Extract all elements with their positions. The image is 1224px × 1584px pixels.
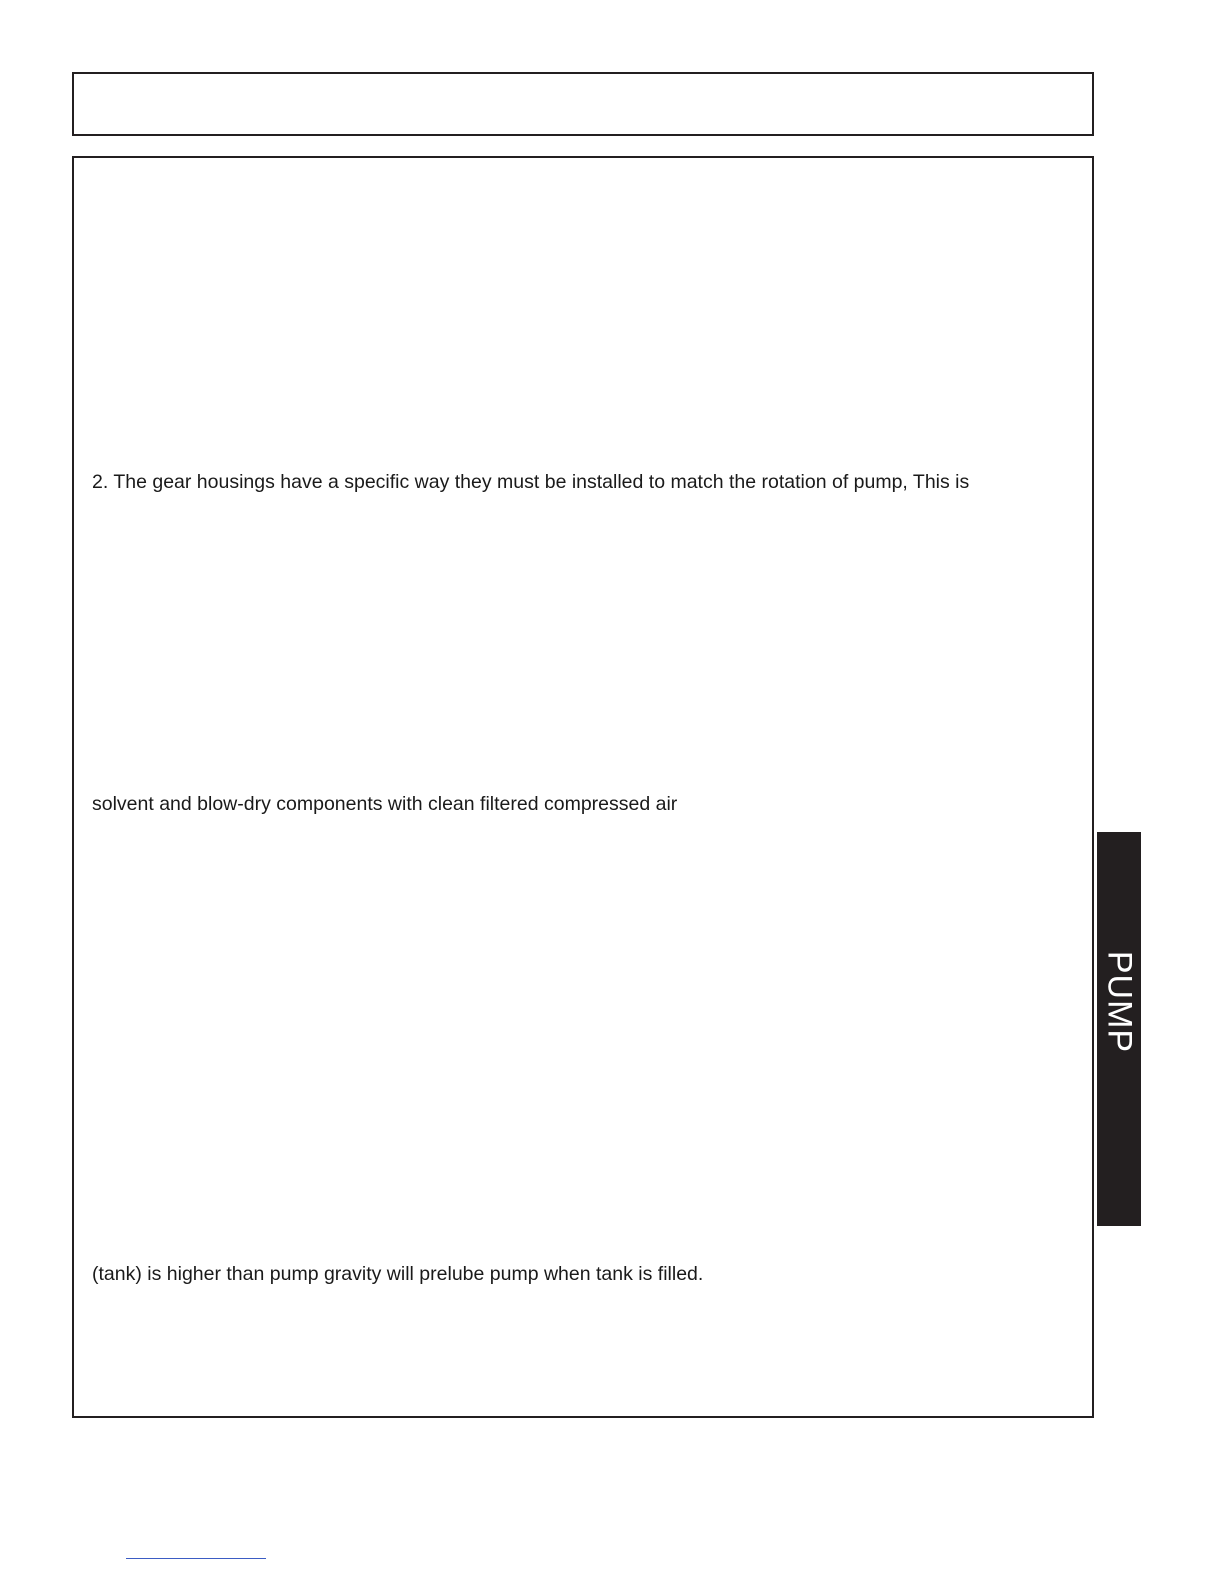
footer-link-underline[interactable] [126, 1558, 266, 1559]
instruction-line-tank: (tank) is higher than pump gravity will prelube pump when tank is filled. [92, 1263, 704, 1285]
content-box [72, 156, 1094, 1418]
instruction-line-gear-housings: 2. The gear housings have a specific way they must be installed to match the rotation of pump, This is [92, 471, 970, 493]
section-tab-label: PUMP [1100, 950, 1139, 1054]
instruction-line-solvent: solvent and blow-dry components with clean filtered compressed air [92, 793, 678, 815]
section-tab-pump[interactable] [1097, 832, 1141, 1226]
header-box [72, 72, 1094, 136]
